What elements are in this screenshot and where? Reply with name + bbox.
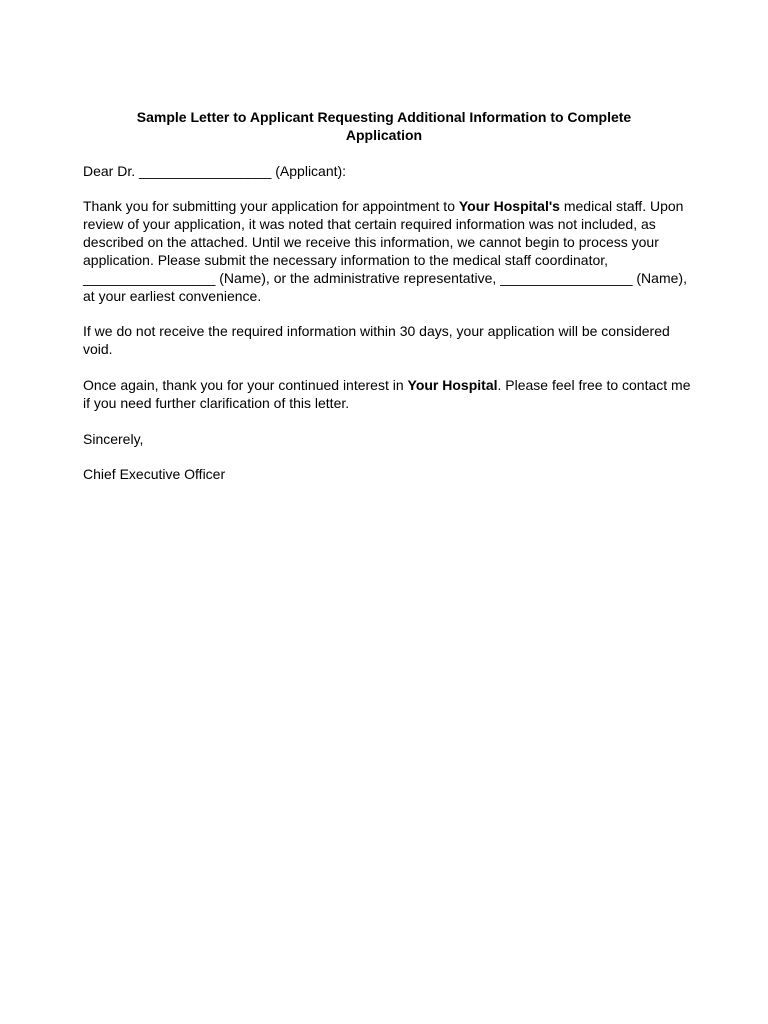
letter-title-line1: Sample Letter to Applicant Requesting Additional Information to Complete (136, 109, 632, 125)
paragraph3-text-end: . Please feel free to contact me if you need further clarification of this letter. (83, 377, 691, 411)
salutation: Dear Dr. _________________ (Applicant): (83, 163, 347, 179)
hospital-name-bold-2: Your Hospital (407, 377, 498, 393)
closing: Sincerely, (83, 431, 144, 447)
hospital-name-bold: Your Hospital's (458, 198, 560, 214)
signature-title: Chief Executive Officer (83, 466, 226, 482)
paragraph-thanks (83, 376, 698, 412)
paragraph1-text-end: medical staff. Upon review of your application, it was noted that certain required information was not included, as described on the attached. Until we receive this information, we cannot begin to process your application. Please submit the necessary information to the medical staff coordinator, _________________ (Name), or the administrative representative, _________________ (Name), at your earliest convenience. (83, 198, 687, 304)
paragraph-submission-notice (83, 197, 698, 305)
paragraph3-text-start: Once again, thank you for your continued interest in (83, 377, 408, 393)
paragraph1-text-start: Thank you for submitting your application for appointment to (83, 198, 459, 214)
letter-title (60, 108, 708, 144)
paragraph-deadline-notice: If we do not receive the required information within 30 days, your application will be considered void. (83, 323, 670, 357)
letter-title-line2: Application (345, 127, 423, 143)
